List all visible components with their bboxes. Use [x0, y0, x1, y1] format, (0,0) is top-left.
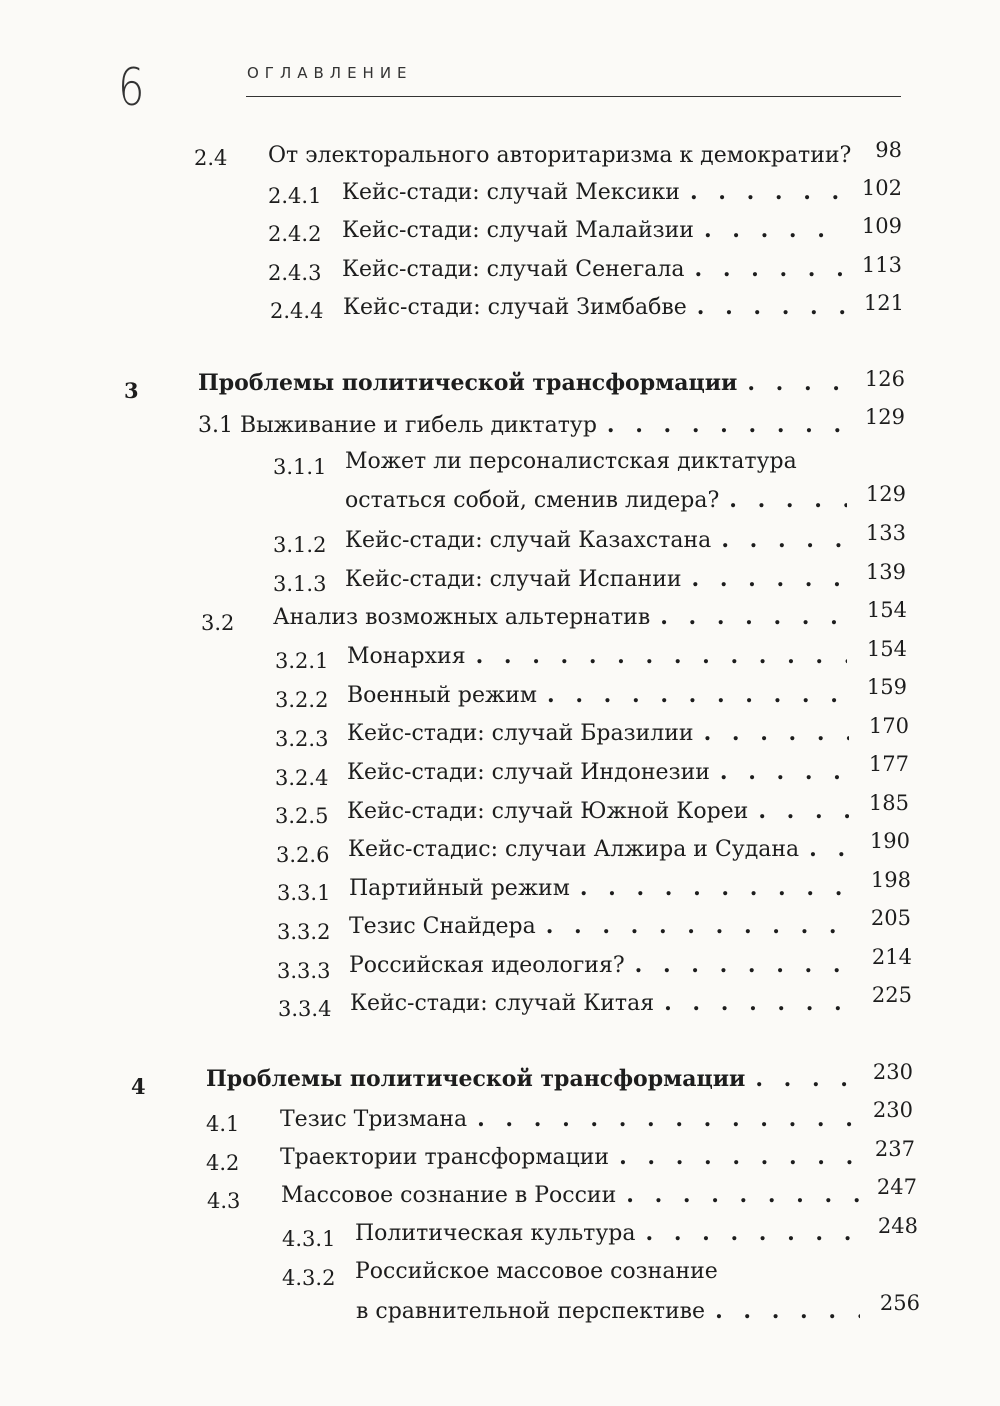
toc-entry-title: Российское массовое сознание [355, 1259, 718, 1284]
toc-entry[interactable] [342, 178, 847, 207]
leader-dots [704, 719, 849, 748]
toc-entry[interactable] [349, 874, 851, 903]
toc-entry-title: 3.1 Выживание и гибель диктатур [198, 413, 597, 438]
toc-entry-title: Кейс-стади: случай Южной Кореи [347, 799, 749, 824]
toc-entry-page: 129 [865, 482, 906, 506]
leader-dots [809, 835, 850, 864]
toc-chapter-entry[interactable] [198, 369, 850, 397]
chapter-title: Проблемы политической трансформации [198, 370, 738, 396]
toc-entry-title: Партийный режим [349, 876, 570, 901]
leader-dots [607, 411, 850, 440]
toc-entry[interactable] [347, 797, 849, 826]
toc-entry[interactable] [347, 642, 847, 671]
leader-dots [729, 486, 847, 515]
toc-entry[interactable] [345, 526, 847, 555]
toc-entry-title: Может ли персоналистская диктатура [345, 449, 797, 474]
leader-dots [690, 178, 847, 207]
toc-entry-page: 109 [861, 214, 902, 238]
toc-entry-number: 2.4.2 [268, 222, 322, 246]
chapter-number: 3 [124, 378, 139, 403]
toc-entry[interactable] [280, 1143, 857, 1172]
toc-entry-title: Кейс-стади: случай Китая [350, 991, 655, 1016]
toc-entry-page: 139 [865, 560, 906, 584]
leader-dots [758, 797, 849, 826]
toc-entry-title-continued: в сравнительной перспективе [356, 1299, 706, 1324]
toc-entry-title: Кейс-стади: случай Казахстана [345, 528, 712, 553]
toc-entry-page: 185 [868, 791, 909, 815]
toc-entry[interactable] [355, 1219, 858, 1248]
toc-entry-number: 3.2.2 [275, 688, 329, 712]
toc-entry-line2[interactable] [345, 486, 847, 515]
toc-entry-page: 230 [872, 1060, 913, 1084]
toc-entry-number: 3.2 [201, 611, 235, 635]
toc-entry[interactable] [281, 1181, 859, 1210]
toc-entry-number: 3.3.3 [277, 959, 331, 983]
toc-entry-number: 3.2.3 [275, 727, 329, 751]
toc-entry-page: 214 [871, 945, 912, 969]
toc-entry-page: 248 [877, 1214, 918, 1238]
toc-entry-title: От электорального авторитаризма к демократии? [268, 143, 852, 168]
toc-entry-page: 256 [879, 1291, 920, 1315]
toc-entry[interactable] [347, 719, 849, 748]
toc-entry-title: Тезис Тризмана [280, 1107, 468, 1132]
toc-entry[interactable] [349, 912, 851, 941]
toc-entry-number: 3.2.6 [276, 843, 330, 867]
toc-entry-number: 3.2.4 [275, 766, 329, 790]
toc-entry-title: Анализ возможных альтернатив [273, 605, 651, 630]
toc-entry-line2[interactable] [356, 1297, 860, 1326]
toc-entry-title: Кейс-стади: случай Индонезии [347, 760, 710, 785]
toc-entry-page: 129 [864, 405, 905, 429]
leader-dots [476, 642, 847, 671]
chapter-number: 4 [131, 1074, 146, 1099]
leader-dots [664, 989, 852, 1018]
toc-entry-number: 2.4 [194, 146, 228, 170]
toc-entry[interactable] [198, 411, 850, 440]
toc-entry[interactable] [343, 293, 848, 322]
toc-entry-number: 3.3.4 [278, 997, 332, 1021]
toc-entry-title: Кейс-стади: случай Зимбабве [343, 295, 687, 320]
toc-entry-number: 2.4.4 [270, 299, 324, 323]
leader-dots [692, 565, 847, 594]
leader-dots [695, 255, 847, 284]
toc-entry-title: Политическая культура [355, 1221, 636, 1246]
leader-dots [720, 758, 849, 787]
toc-entry-number: 2.4.1 [268, 184, 322, 208]
toc-entry[interactable] [342, 255, 847, 284]
toc-entry-number: 4.3.2 [282, 1266, 336, 1290]
toc-entry-page: 154 [866, 637, 907, 661]
toc-entry-line1[interactable] [345, 448, 845, 476]
toc-entry-number: 3.2.5 [275, 804, 329, 828]
leader-dots [546, 912, 851, 941]
toc-entry-title: Российская идеология? [349, 953, 625, 978]
toc-entry-page: 159 [866, 675, 907, 699]
toc-entry-title: Кейс-стади: случай Испании [345, 567, 682, 592]
toc-entry-page: 190 [869, 829, 910, 853]
leader-dots [704, 216, 847, 245]
toc-entry-title-continued: остаться собой, сменив лидера? [345, 488, 720, 513]
toc-entry-line1[interactable] [355, 1258, 855, 1286]
toc-entry-number: 3.3.2 [277, 920, 331, 944]
leader-dots [715, 1297, 860, 1326]
leader-dots [477, 1105, 855, 1134]
toc-entry[interactable] [273, 603, 848, 632]
toc-entry-number: 3.1.3 [273, 572, 327, 596]
toc-entry-title: Траектории трансформации [280, 1145, 610, 1170]
toc-entry[interactable] [268, 141, 858, 170]
leader-dots [697, 293, 848, 322]
toc-entry-number: 3.1.1 [273, 455, 327, 479]
leader-dots [547, 681, 847, 710]
toc-entry-title: Массовое сознание в России [281, 1183, 617, 1208]
toc-entry-page: 225 [871, 983, 912, 1007]
toc-entry-page: 113 [861, 253, 902, 277]
leader-dots [721, 526, 847, 555]
toc-entry-page: 198 [870, 868, 911, 892]
toc-entry-title: Монархия [347, 644, 466, 669]
toc-entry-number: 3.1.2 [273, 533, 327, 557]
leader-dots [646, 1219, 859, 1248]
toc-entry-page: 205 [870, 906, 911, 930]
leader-dots [755, 1065, 856, 1093]
toc-entry-page: 177 [868, 752, 909, 776]
toc-entry-number: 3.3.1 [277, 881, 331, 905]
toc-entry-page: 121 [863, 291, 904, 315]
toc-entry-title: Военный режим [347, 683, 538, 708]
toc-entry-title: Кейс-стади: случай Сенегала [342, 257, 685, 282]
leader-dots [626, 1181, 859, 1210]
leader-dots [580, 874, 851, 903]
toc-entry-number: 4.2 [206, 1151, 240, 1175]
toc-entry-title: Тезис Снайдера [349, 914, 536, 939]
toc-entry-page: 170 [868, 714, 909, 738]
toc-chapter-entry[interactable] [206, 1065, 856, 1093]
toc-entry-page: 230 [872, 1098, 913, 1122]
toc-entry-page: 154 [866, 598, 907, 622]
toc-entry-number: 4.1 [206, 1112, 240, 1136]
leader-dots [619, 1143, 857, 1172]
toc-entry-number: 3.2.1 [275, 649, 329, 673]
chapter-title: Проблемы политической трансформации [206, 1066, 746, 1092]
toc-entry[interactable] [347, 681, 847, 710]
toc-entry-page: 126 [864, 367, 905, 391]
toc-entry-page: 247 [876, 1175, 917, 1199]
toc-entry-page: 102 [861, 176, 902, 200]
toc-entry[interactable] [347, 758, 849, 787]
toc-entry-page: 133 [865, 521, 906, 545]
toc-entry[interactable] [348, 835, 850, 864]
toc-entry[interactable] [350, 989, 852, 1018]
toc-entry-number: 2.4.3 [268, 261, 322, 285]
leader-dots [660, 603, 848, 632]
toc-entry-title: Кейс-стади: случай Мексики [342, 180, 680, 205]
toc-entry-title: Кейс-стадис: случаи Алжира и Судана [348, 837, 800, 862]
toc-entry[interactable] [345, 565, 847, 594]
running-head: ОГЛАВЛЕНИЕ [247, 64, 413, 82]
toc-entry-number: 4.3.1 [282, 1227, 336, 1251]
leader-dots [747, 369, 850, 397]
toc-entry-number: 4.3 [207, 1189, 241, 1213]
toc-entry-page: 98 [875, 138, 902, 162]
toc-entry[interactable] [280, 1105, 855, 1134]
toc-entry-page: 237 [874, 1137, 915, 1161]
toc-entry-title: Кейс-стади: случай Бразилии [347, 721, 694, 746]
toc-entry[interactable] [349, 951, 851, 980]
leader-dots [635, 951, 851, 980]
toc-entry-title: Кейс-стади: случай Малайзии [342, 218, 694, 243]
page-number: 6 [118, 58, 145, 118]
toc-entry[interactable] [342, 216, 847, 245]
